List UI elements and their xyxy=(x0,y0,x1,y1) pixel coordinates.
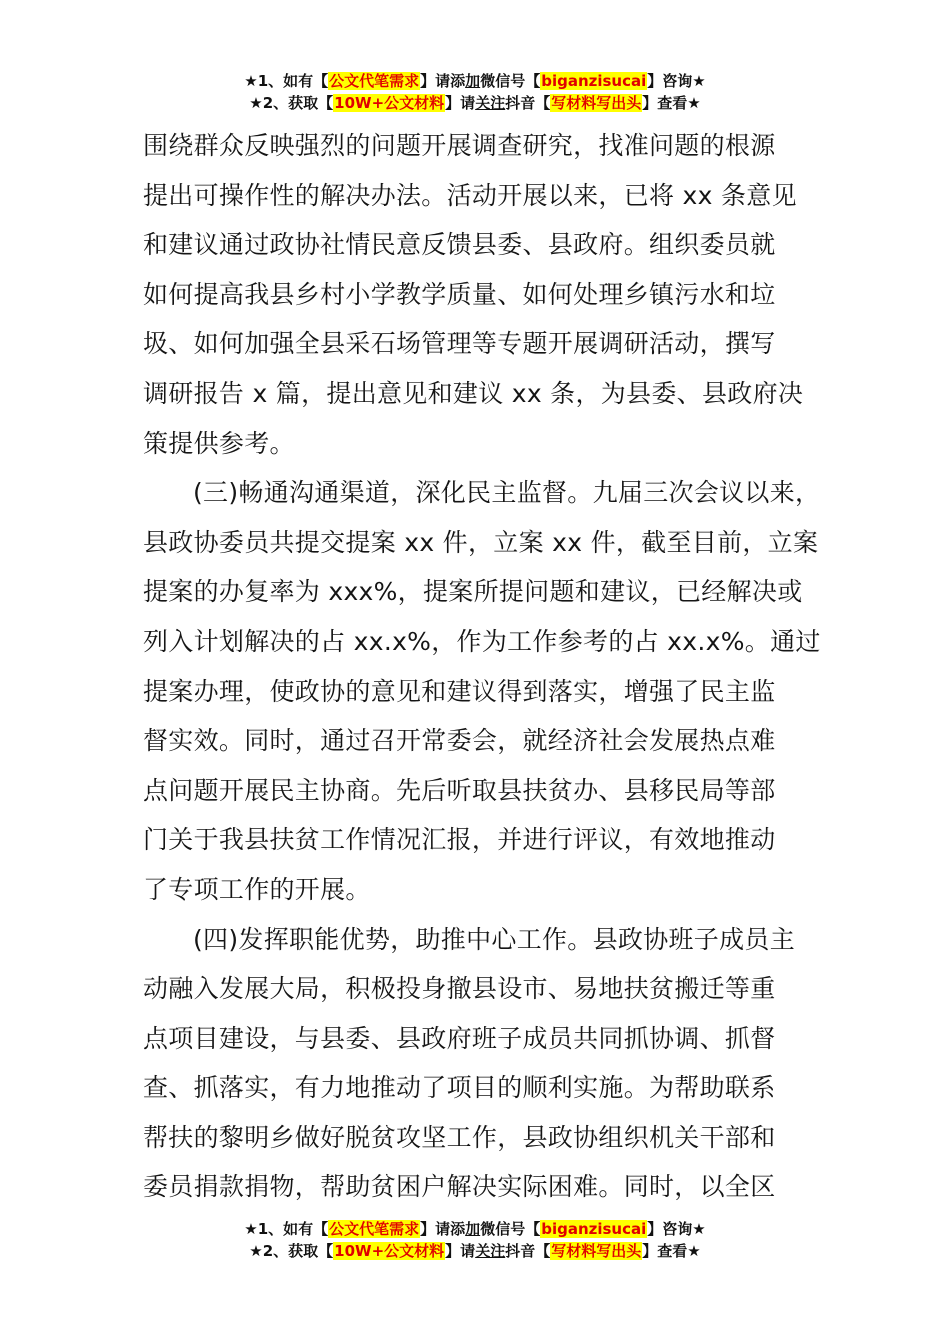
banner-text: 1、如有【 xyxy=(257,72,329,90)
header-banner-line-1 xyxy=(0,70,950,92)
star-icon: ★ xyxy=(687,94,701,112)
text-line: 提案办理，使政协的意见和建议得到落实，增强了民主监 xyxy=(143,676,776,706)
banner-text: 抖音【 xyxy=(505,1242,551,1260)
star-icon: ★ xyxy=(692,72,706,90)
star-icon: ★ xyxy=(692,1220,706,1238)
text-line: 提出可操作性的解决办法。活动开展以来，已将 xx 条意见 xyxy=(143,180,797,210)
text-line: (三)畅通沟通渠道，深化民主监督。九届三次会议以来， xyxy=(193,478,821,508)
star-icon: ★ xyxy=(687,1242,701,1260)
text-line: 列入计划解决的占 xx.x%，作为工作参考的占 xx.x%。通过 xyxy=(143,626,821,656)
header-banner xyxy=(0,70,950,114)
banner-text: 2、获取【 xyxy=(262,1242,334,1260)
footer-banner-line-1 xyxy=(0,1218,950,1240)
banner-text: 】请添 xyxy=(420,72,466,90)
banner-highlight: 公文代笔需求 xyxy=(329,72,420,90)
paragraph-3 xyxy=(143,915,833,1213)
text-line: 门关于我县扶贫工作情况汇报，并进行评议，有效地推动 xyxy=(143,825,776,855)
banner-highlight: 10W+公文材料 xyxy=(334,94,445,112)
banner-text: 微信号【 xyxy=(480,72,541,90)
text-line: 了专项工作的开展。 xyxy=(143,874,371,904)
banner-highlight: 写材料写出头 xyxy=(551,94,642,112)
text-line: 委员捐款捐物，帮助贫困户解决实际困难。同时，以全区 xyxy=(143,1172,776,1202)
text-line: 动融入发展大局，积极投身撤县设市、易地扶贫搬迁等重 xyxy=(143,974,776,1004)
banner-text: 】查看 xyxy=(642,1242,688,1260)
banner-text: 】咨询 xyxy=(647,1220,693,1238)
banner-text: 抖音【 xyxy=(505,94,551,112)
banner-text: 2、获取【 xyxy=(262,94,334,112)
star-icon: ★ xyxy=(244,72,258,90)
text-line: (四)发挥职能优势，助推中心工作。县政协班子成员主 xyxy=(193,924,796,954)
footer-banner xyxy=(0,1218,950,1262)
banner-text: 】查看 xyxy=(642,94,688,112)
text-line: 点项目建设，与县委、县政府班子成员共同抓协调、抓督 xyxy=(143,1023,776,1053)
banner-highlight: 公文代笔需求 xyxy=(329,1220,420,1238)
text-line: 县政协委员共提交提案 xx 件，立案 xx 件，截至目前，立案 xyxy=(143,527,819,557)
text-line: 点问题开展民主协商。先后听取县扶贫办、县移民局等部 xyxy=(143,775,776,805)
star-icon: ★ xyxy=(249,94,263,112)
star-icon: ★ xyxy=(244,1220,258,1238)
text-line: 督实效。同时，通过召开常委会，就经济社会发展热点难 xyxy=(143,726,776,756)
star-icon: ★ xyxy=(249,1242,263,1260)
banner-underlined: 关注 xyxy=(475,1242,506,1260)
banner-text: 1、如有【 xyxy=(257,1220,329,1238)
footer-banner-line-2 xyxy=(0,1240,950,1262)
header-banner-line-2 xyxy=(0,92,950,114)
paragraph-2 xyxy=(143,468,833,914)
banner-highlight: 写材料写出头 xyxy=(551,1242,642,1260)
banner-text: 微信号【 xyxy=(480,1220,541,1238)
text-line: 如何提高我县乡村小学教学质量、如何处理乡镇污水和垃 xyxy=(143,279,776,309)
banner-text: 】请 xyxy=(445,94,476,112)
banner-text: 】请添 xyxy=(420,1220,466,1238)
text-line: 围绕群众反映强烈的问题开展调查研究，找准问题的根源 xyxy=(143,131,776,160)
document-body xyxy=(143,121,833,1212)
text-line: 调研报告 x 篇，提出意见和建议 xx 条，为县委、县政府决 xyxy=(143,378,804,408)
banner-highlight: biganzisucai xyxy=(541,72,647,90)
banner-underlined: 关注 xyxy=(475,94,506,112)
text-line: 查、抓落实，有力地推动了项目的顺利实施。为帮助联系 xyxy=(143,1073,776,1103)
text-line: 提案的办复率为 xxx%，提案所提问题和建议，已经解决或 xyxy=(143,577,803,607)
banner-highlight: 10W+公文材料 xyxy=(334,1242,445,1260)
banner-underlined: 加 xyxy=(465,1220,481,1238)
text-line: 帮扶的黎明乡做好脱贫攻坚工作，县政协组织机关干部和 xyxy=(143,1122,776,1152)
paragraph-1 xyxy=(143,121,833,468)
text-line: 策提供参考。 xyxy=(143,428,295,458)
banner-highlight: biganzisucai xyxy=(541,1220,647,1238)
banner-underlined: 加 xyxy=(465,72,481,90)
banner-text: 】请 xyxy=(445,1242,476,1260)
banner-text: 】咨询 xyxy=(647,72,693,90)
text-line: 圾、如何加强全县采石场管理等专题开展调研活动，撰写 xyxy=(143,329,776,359)
text-line: 和建议通过政协社情民意反馈县委、县政府。组织委员就 xyxy=(143,230,776,260)
